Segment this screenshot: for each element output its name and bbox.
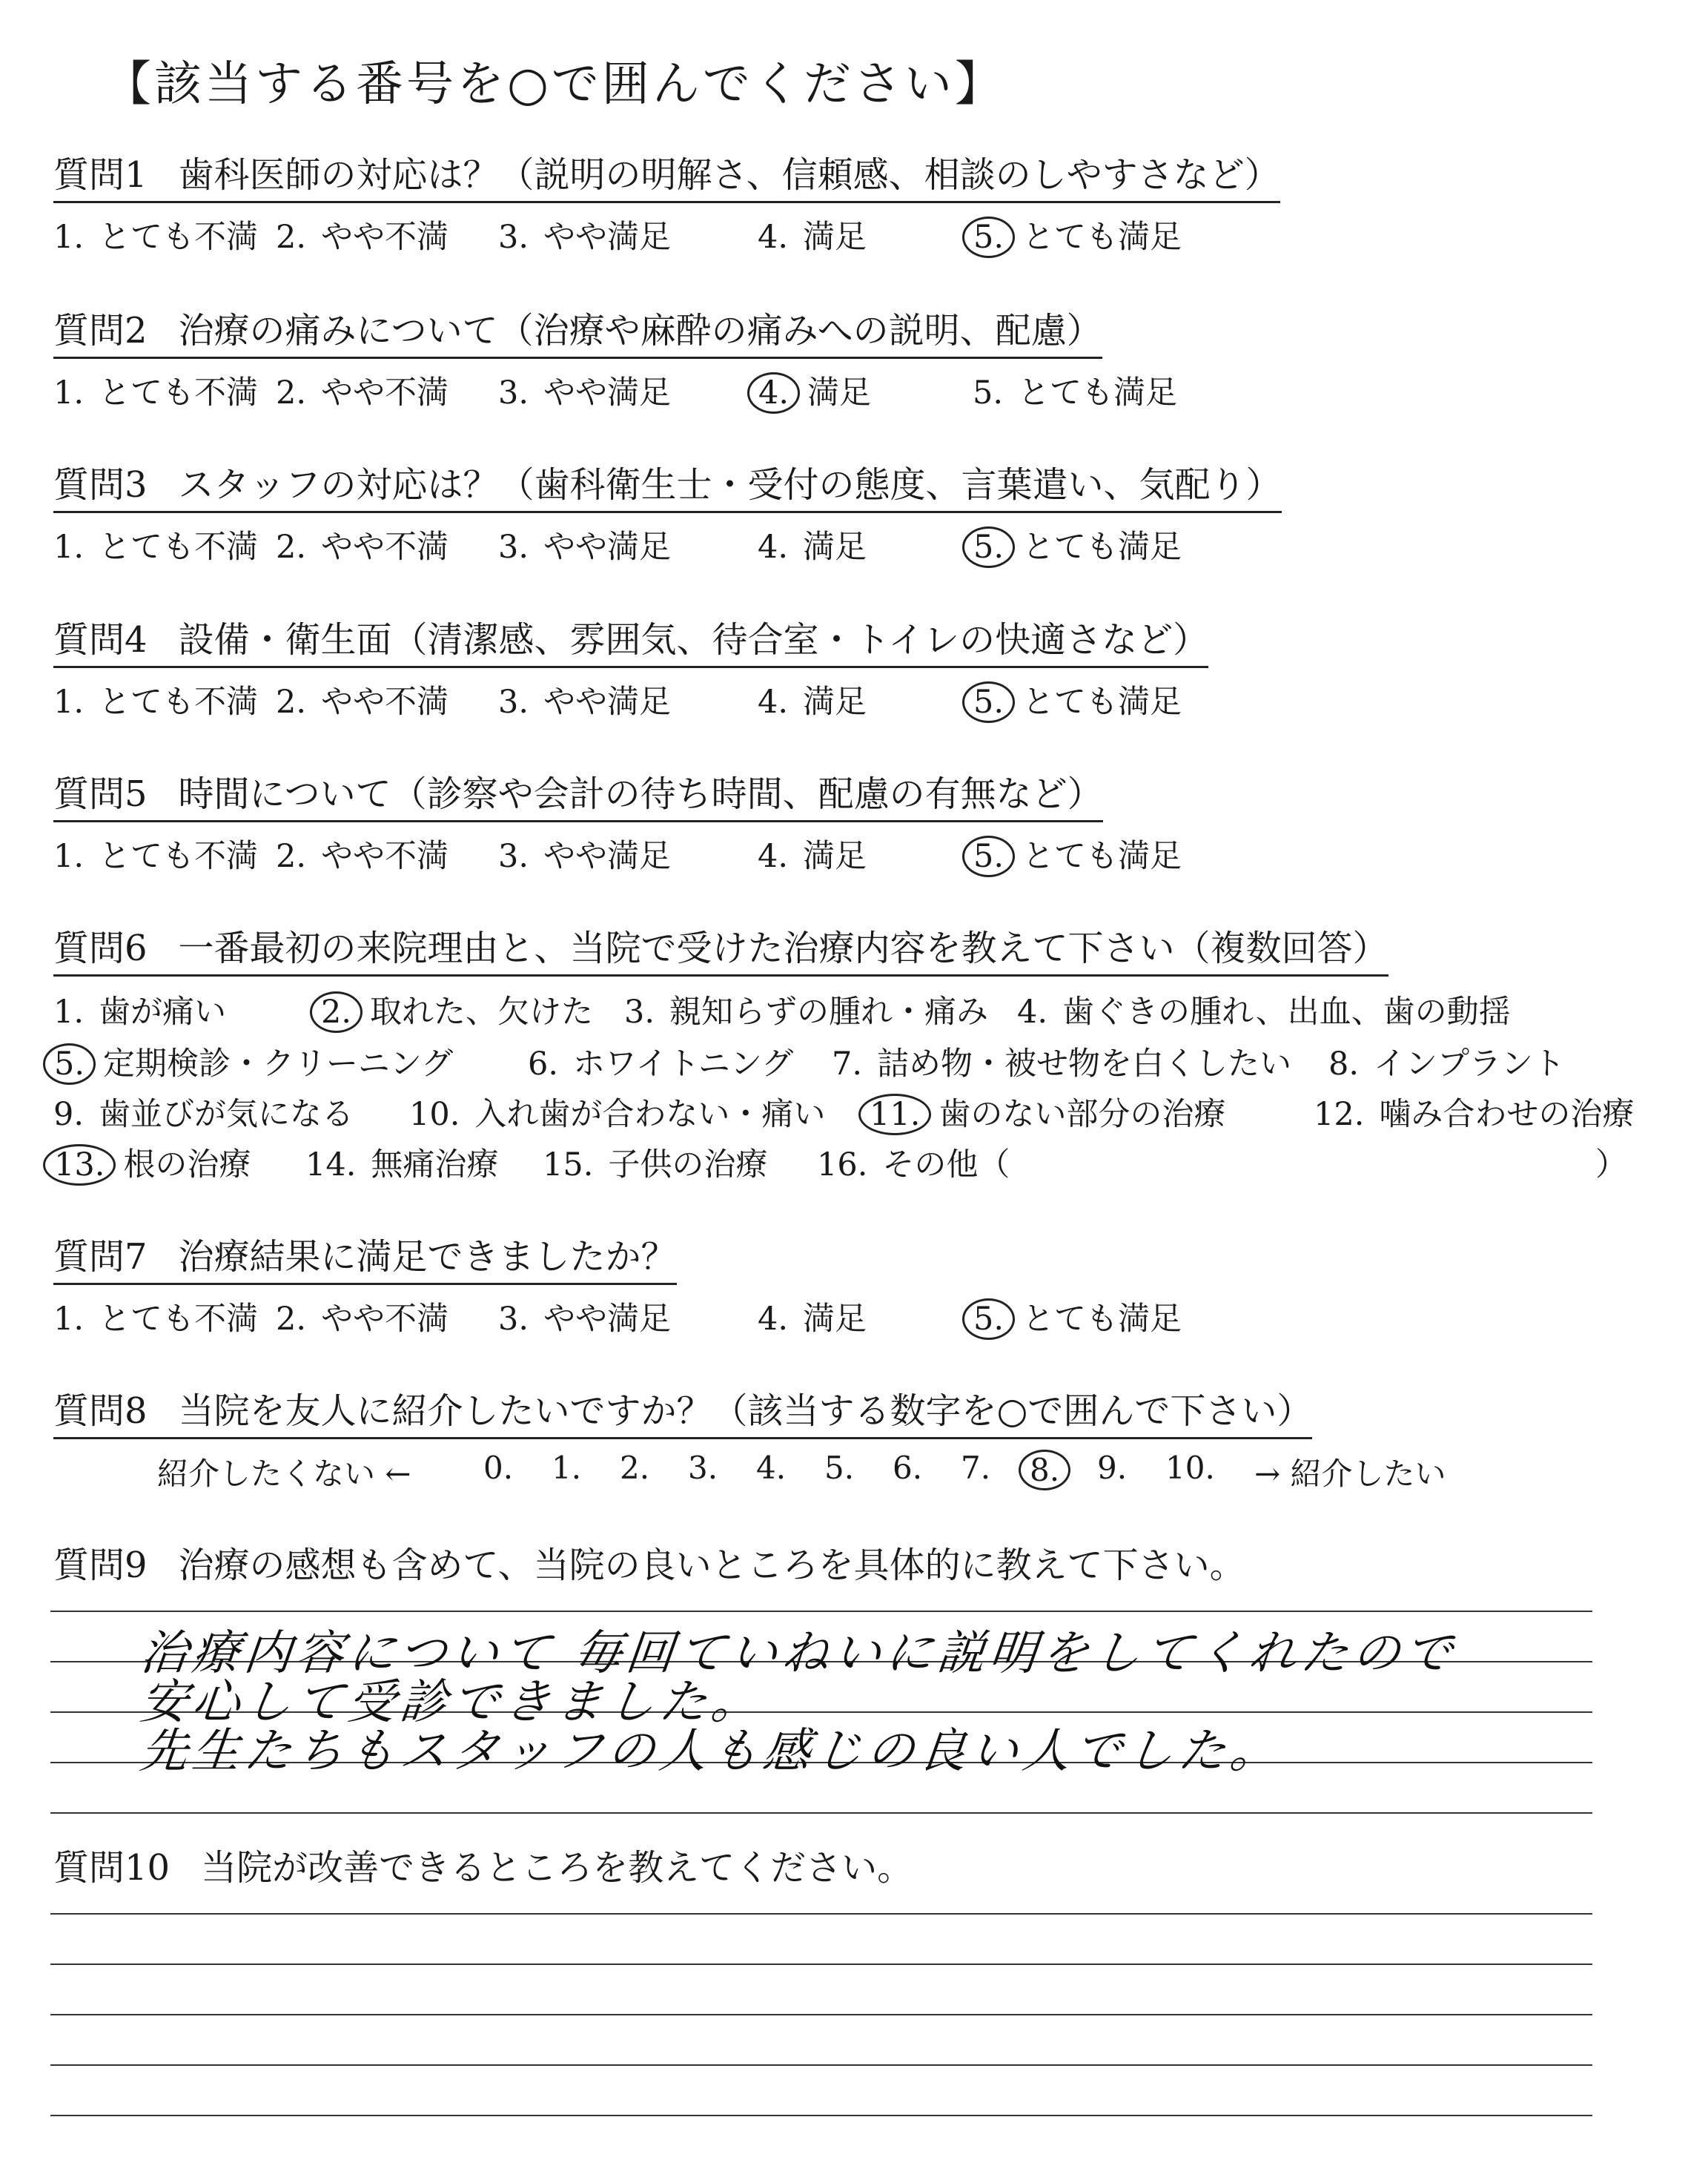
option-number: 10. xyxy=(409,1096,460,1133)
option-number: 11. xyxy=(858,1094,931,1135)
option-number: 6. xyxy=(528,1046,559,1083)
question-text: 治療の痛みについて（治療や麻酔の痛みへの説明、配慮） xyxy=(178,310,1102,351)
option-label: 根の治療 xyxy=(123,1146,251,1183)
question-text: 歯科医師の対応は？（説明の明解さ、信頼感、相談のしやすさなど） xyxy=(178,154,1280,196)
scale-value-3[interactable]: 3. xyxy=(688,1450,718,1486)
scale-value-6[interactable]: 6. xyxy=(893,1450,923,1486)
option-number: 5. xyxy=(973,374,1004,412)
option-number: 3. xyxy=(498,374,529,412)
option-label: 満足 xyxy=(803,529,867,566)
option-label: 入れ歯が合わない・痛い xyxy=(474,1096,826,1133)
answer-option-5[interactable] xyxy=(973,1294,1182,1340)
option-number: 1. xyxy=(53,374,85,412)
answer-line xyxy=(50,1964,1592,1965)
q6-option-10[interactable] xyxy=(409,1089,825,1135)
option-number: 1. xyxy=(53,1301,85,1338)
option-number: 1. xyxy=(53,219,85,256)
option-number: 1. xyxy=(53,529,85,566)
question-7-options xyxy=(53,1288,1182,1338)
option-number: 5. xyxy=(962,217,1015,258)
answer-option-3[interactable] xyxy=(498,368,671,413)
question-3-title xyxy=(53,462,1282,513)
q6-option-12[interactable] xyxy=(1314,1089,1634,1135)
scale-value-9[interactable]: 9. xyxy=(1097,1450,1128,1486)
option-label: やや満足 xyxy=(543,1301,672,1338)
option-number: 5. xyxy=(962,681,1015,723)
option-label: とても満足 xyxy=(1022,684,1182,721)
question-7 xyxy=(53,1234,1182,1338)
option-label: 定期検診・クリーニング xyxy=(103,1046,454,1083)
option-label: やや満足 xyxy=(543,374,672,412)
option-label: 歯が痛い xyxy=(99,994,227,1031)
option-label: やや満足 xyxy=(543,529,672,566)
question-text: 当院が改善できるところを教えてください。 xyxy=(201,1847,913,1889)
question-1-title xyxy=(53,152,1280,203)
answer-option-1[interactable] xyxy=(53,677,258,722)
answer-option-4[interactable] xyxy=(758,212,867,257)
answer-option-4[interactable] xyxy=(758,368,871,414)
option-label: 取れた、欠けた xyxy=(370,994,594,1031)
answer-line xyxy=(50,2014,1592,2015)
option-number: 3. xyxy=(498,1301,529,1338)
option-number: 2. xyxy=(310,991,363,1033)
option-label: 歯のない部分の治療 xyxy=(939,1096,1226,1133)
option-label: 歯並びが気になる xyxy=(99,1096,354,1133)
question-5-options xyxy=(53,825,1182,875)
q6-option-11[interactable] xyxy=(869,1089,1225,1135)
option-number: 3. xyxy=(498,684,529,721)
question-2-title xyxy=(53,308,1102,359)
question-6 xyxy=(53,925,1635,1198)
question-text: 時間について（診察や会計の待ち時間、配慮の有無など） xyxy=(178,773,1103,815)
answer-option-1[interactable] xyxy=(53,1294,258,1339)
answer-line xyxy=(50,1812,1592,1814)
option-number: 5. xyxy=(962,836,1015,877)
q6-option-6[interactable] xyxy=(528,1039,793,1084)
recommend-scale xyxy=(53,1444,1446,1492)
option-label: とても不満 xyxy=(99,374,259,412)
option-label: 満足 xyxy=(803,1301,867,1338)
option-number: 4. xyxy=(758,838,789,875)
answer-option-2[interactable] xyxy=(276,212,448,257)
option-number: 3. xyxy=(624,994,655,1031)
option-number: 3. xyxy=(498,219,529,256)
option-label: 詰め物・被せ物を白くしたい xyxy=(877,1046,1292,1083)
other-close-paren: ） xyxy=(1595,1146,1627,1183)
handwritten-answer-line: 治療内容について 毎回ていねいに説明をしてくれたので xyxy=(137,1626,1460,1681)
option-label: インプラント xyxy=(1374,1046,1566,1083)
scale-value-4[interactable]: 4. xyxy=(756,1450,787,1486)
answer-option-4[interactable] xyxy=(758,1294,867,1339)
option-label: 歯ぐきの腫れ、出血、歯の動揺 xyxy=(1062,994,1511,1031)
option-label: やや不満 xyxy=(321,374,449,412)
scale-value-8[interactable]: 8. xyxy=(1019,1450,1070,1490)
scale-value-0[interactable]: 0. xyxy=(483,1450,514,1486)
question-number: 質問3 xyxy=(53,464,148,506)
question-number: 質問6 xyxy=(53,928,148,969)
option-label: やや満足 xyxy=(543,684,672,721)
instruction-header: 【該当する番号を○で囲んでください】 xyxy=(104,57,1005,112)
scale-value-2[interactable]: 2. xyxy=(620,1450,650,1486)
answer-line xyxy=(50,1913,1592,1915)
q6-option-15[interactable] xyxy=(543,1140,767,1185)
q6-option-3[interactable] xyxy=(624,987,988,1032)
answer-option-1[interactable] xyxy=(53,368,258,413)
answer-line xyxy=(50,1611,1592,1612)
option-label: 満足 xyxy=(803,219,867,256)
question-number: 質問10 xyxy=(53,1847,171,1889)
answer-option-5[interactable] xyxy=(973,522,1182,568)
scale-left-label: 紹介したくない ← xyxy=(157,1456,411,1492)
scale-right-label: → 紹介したい xyxy=(1254,1456,1446,1492)
option-number: 4. xyxy=(758,219,789,256)
question-4-options xyxy=(53,671,1208,719)
option-label: 満足 xyxy=(807,374,872,412)
question-10 xyxy=(53,1845,913,1891)
option-number: 5. xyxy=(962,526,1015,568)
question-6-options xyxy=(53,982,1635,1198)
option-label: 満足 xyxy=(803,838,867,875)
option-number: 2. xyxy=(276,529,307,566)
option-number: 4. xyxy=(758,1301,789,1338)
question-5-title xyxy=(53,771,1103,822)
q6-option-2[interactable] xyxy=(320,987,593,1033)
answer-option-5[interactable] xyxy=(973,368,1177,413)
scale-value-7[interactable]: 7. xyxy=(961,1450,991,1486)
answer-line xyxy=(50,2115,1592,2116)
question-3 xyxy=(53,462,1282,564)
q6-option-8[interactable] xyxy=(1328,1039,1565,1084)
option-number: 12. xyxy=(1314,1096,1365,1133)
handwritten-answer-line: 安心して受診できました。 xyxy=(137,1675,767,1730)
option-label: 無痛治療 xyxy=(371,1146,499,1183)
option-label: とても満足 xyxy=(1022,838,1182,875)
option-number: 3. xyxy=(498,529,529,566)
question-number: 質問9 xyxy=(53,1545,148,1586)
answer-option-4[interactable] xyxy=(758,831,867,876)
option-label: やや不満 xyxy=(321,219,449,256)
q6-option-16[interactable] xyxy=(817,1140,1010,1185)
question-9 xyxy=(53,1542,1245,1588)
question-8-title xyxy=(53,1388,1312,1439)
option-number: 2. xyxy=(276,374,307,412)
question-text: 治療結果に満足できましたか？ xyxy=(178,1236,677,1278)
answer-option-1[interactable] xyxy=(53,212,258,257)
option-number: 5. xyxy=(43,1043,96,1085)
answer-option-1[interactable] xyxy=(53,522,258,567)
option-number: 1. xyxy=(53,838,85,875)
option-number: 15. xyxy=(543,1146,594,1183)
answer-option-5[interactable] xyxy=(973,212,1182,258)
option-number: 5. xyxy=(962,1298,1015,1340)
option-label: 子供の治療 xyxy=(608,1146,768,1183)
question-9-title xyxy=(53,1542,1245,1588)
option-number: 2. xyxy=(276,219,307,256)
option-label: 満足 xyxy=(803,684,867,721)
question-2 xyxy=(53,308,1178,412)
question-10-title xyxy=(53,1845,913,1891)
answer-option-5[interactable] xyxy=(973,831,1182,877)
question-number: 質問7 xyxy=(53,1236,148,1278)
question-1-options xyxy=(53,206,1280,254)
option-number: 4. xyxy=(758,684,789,721)
question-7-title xyxy=(53,1234,677,1285)
question-number: 質問1 xyxy=(53,154,148,196)
answer-option-2[interactable] xyxy=(276,1294,448,1339)
q6-option-14[interactable] xyxy=(305,1140,498,1185)
scale-value-10[interactable]: 10. xyxy=(1165,1450,1215,1486)
q6-option-13[interactable] xyxy=(53,1140,251,1186)
option-number: 7. xyxy=(832,1046,863,1083)
answer-option-3[interactable] xyxy=(498,522,671,567)
option-label: やや不満 xyxy=(321,838,449,875)
answer-line xyxy=(50,2064,1592,2066)
question-text: 治療の感想も含めて、当院の良いところを具体的に教えて下さい。 xyxy=(178,1545,1245,1586)
option-label: とても満足 xyxy=(1022,529,1182,566)
option-number: 1. xyxy=(53,684,85,721)
option-number: 2. xyxy=(276,1301,307,1338)
q6-option-4[interactable] xyxy=(1017,987,1511,1032)
option-label: その他（ xyxy=(882,1146,1010,1183)
option-label: とても不満 xyxy=(99,1301,259,1338)
option-number: 4. xyxy=(1017,994,1048,1031)
q6-option-1[interactable] xyxy=(53,987,226,1032)
question-4-title xyxy=(53,617,1208,668)
scale-value-1[interactable]: 1. xyxy=(552,1450,582,1486)
q6-option-9[interactable] xyxy=(53,1089,354,1135)
question-text: 当院を友人に紹介したいですか？（該当する数字を○で囲んで下さい） xyxy=(178,1390,1313,1432)
option-label: やや不満 xyxy=(321,684,449,721)
q6-option-7[interactable] xyxy=(832,1039,1291,1084)
answer-option-3[interactable] xyxy=(498,1294,671,1339)
question-number: 質問5 xyxy=(53,773,148,815)
option-number: 9. xyxy=(53,1096,85,1133)
question-number: 質問2 xyxy=(53,310,148,351)
question-2-options xyxy=(53,362,1178,412)
option-label: やや満足 xyxy=(543,838,672,875)
question-text: 一番最初の来院理由と、当院で受けた治療内容を教えて下さい（複数回答） xyxy=(178,928,1388,969)
option-label: とても満足 xyxy=(1022,219,1182,256)
question-1 xyxy=(53,152,1280,254)
answer-option-4[interactable] xyxy=(758,677,867,722)
question-number: 質問8 xyxy=(53,1390,148,1432)
option-label: 親知らずの腫れ・痛み xyxy=(669,994,989,1031)
handwritten-answer-line: 先生たちもスタッフの人も感じの良い人でした。 xyxy=(137,1724,1285,1779)
answer-option-2[interactable] xyxy=(276,522,448,567)
option-number: 1. xyxy=(53,994,85,1031)
question-text: 設備・衛生面（清潔感、雰囲気、待合室・トイレの快適さなど） xyxy=(178,619,1209,661)
option-label: とても不満 xyxy=(99,529,259,566)
option-label: とても不満 xyxy=(99,219,259,256)
option-label: とても不満 xyxy=(99,684,259,721)
answer-option-2[interactable] xyxy=(276,368,448,413)
option-label: とても満足 xyxy=(1018,374,1178,412)
answer-option-3[interactable] xyxy=(498,212,671,257)
question-number: 質問4 xyxy=(53,619,148,661)
option-label: 噛み合わせの治療 xyxy=(1379,1096,1635,1133)
answer-option-5[interactable] xyxy=(973,677,1182,723)
answer-option-2[interactable] xyxy=(276,831,448,876)
question-5 xyxy=(53,771,1182,875)
question-8 xyxy=(53,1388,1446,1492)
option-label: とても不満 xyxy=(99,838,259,875)
option-number: 2. xyxy=(276,684,307,721)
question-text: スタッフの対応は？（歯科衛生士・受付の態度、言葉遣い、気配り） xyxy=(178,464,1282,506)
question-3-options xyxy=(53,516,1282,564)
option-label: ホワイトニング xyxy=(573,1046,794,1083)
question-6-title xyxy=(53,925,1388,977)
scale-value-5[interactable]: 5. xyxy=(824,1450,855,1486)
answer-option-3[interactable] xyxy=(498,677,671,722)
option-number: 4. xyxy=(758,529,789,566)
option-label: とても満足 xyxy=(1022,1301,1182,1338)
option-label: やや不満 xyxy=(321,1301,449,1338)
question-4 xyxy=(53,617,1208,719)
option-number: 8. xyxy=(1328,1046,1360,1083)
option-number: 13. xyxy=(43,1144,116,1186)
answer-option-3[interactable] xyxy=(498,831,671,876)
option-number: 4. xyxy=(747,372,800,414)
option-label: やや満足 xyxy=(543,219,672,256)
option-number: 14. xyxy=(305,1146,357,1183)
q6-option-5[interactable] xyxy=(53,1039,453,1085)
answer-option-4[interactable] xyxy=(758,522,867,567)
option-number: 16. xyxy=(817,1146,868,1183)
option-number: 3. xyxy=(498,838,529,875)
option-label: やや不満 xyxy=(321,529,449,566)
answer-option-2[interactable] xyxy=(276,677,448,722)
answer-option-1[interactable] xyxy=(53,831,258,876)
option-number: 2. xyxy=(276,838,307,875)
